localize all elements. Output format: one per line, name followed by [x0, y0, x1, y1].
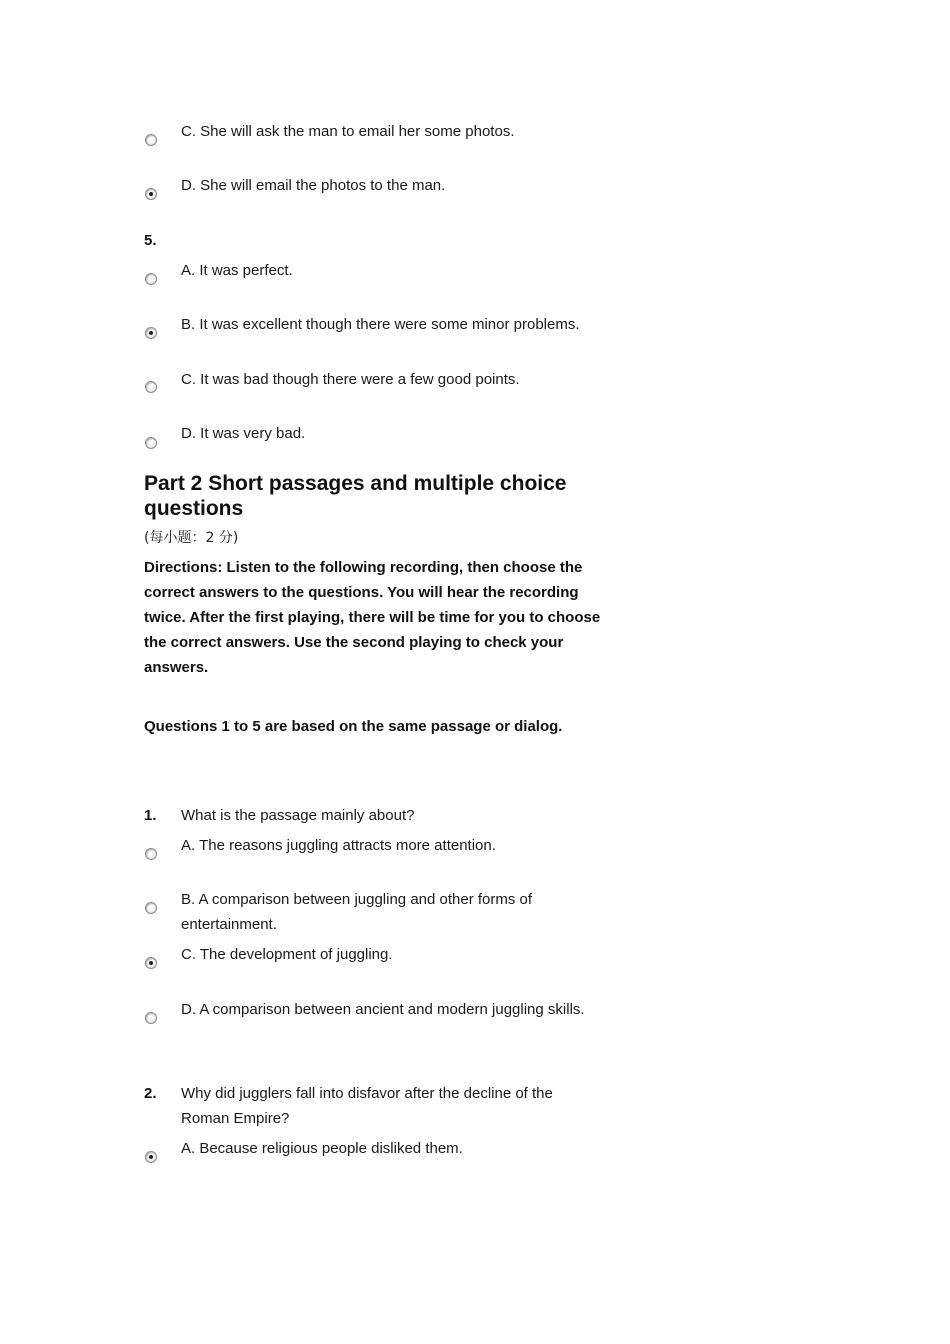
option-label: D. She will email the photos to the man. — [181, 177, 446, 194]
option-label: C. The development of juggling. — [181, 946, 393, 963]
option-5a[interactable] — [144, 258, 624, 298]
option-5d[interactable] — [144, 421, 624, 461]
question-number: 1. — [144, 807, 157, 824]
radio-unchecked-icon[interactable] — [145, 134, 157, 146]
question-text: Why did jugglers fall into disfavor after the decline of the Roman Empire? — [181, 1085, 553, 1127]
option-label: B. It was excellent though there were some minor problems. — [181, 316, 580, 333]
radio-unchecked-icon[interactable] — [145, 381, 157, 393]
radio-checked-icon[interactable] — [145, 957, 157, 969]
radio-unchecked-icon[interactable] — [145, 1012, 157, 1024]
directions-text: Directions: Listen to the following recording, then choose the correct answers to the questions. You will hear the recording twice. After the first playing, there will be time for you to choose the correct answers. Use the second playing to check your answers. — [144, 559, 601, 676]
option-label: A. The reasons juggling attracts more attention. — [181, 837, 496, 854]
section-title: Part 2 Short passages and multiple choice questions — [144, 472, 567, 520]
passage-note: Questions 1 to 5 are based on the same passage or dialog. — [144, 718, 563, 735]
question-number: 5. — [144, 232, 157, 249]
radio-unchecked-icon[interactable] — [145, 902, 157, 914]
option-label: A. Because religious people disliked them. — [181, 1140, 463, 1157]
question-number: 2. — [144, 1085, 157, 1102]
option-1a[interactable] — [144, 833, 624, 873]
score-note: (每小题：2 分) — [144, 530, 239, 546]
option-label: C. It was bad though there were a few good points. — [181, 371, 520, 388]
option-1b[interactable] — [144, 887, 624, 939]
question-text: What is the passage mainly about? — [181, 807, 415, 824]
option-label: C. She will ask the man to email her some photos. — [181, 123, 515, 140]
option-1c[interactable] — [144, 942, 624, 982]
option-label: D. A comparison between ancient and modern juggling skills. — [181, 1001, 585, 1018]
radio-unchecked-icon[interactable] — [145, 273, 157, 285]
radio-unchecked-icon[interactable] — [145, 848, 157, 860]
option-label: B. A comparison between juggling and other forms of entertainment. — [181, 891, 533, 933]
option-prev-c[interactable] — [144, 119, 624, 159]
radio-unchecked-icon[interactable] — [145, 437, 157, 449]
option-prev-d[interactable] — [144, 173, 624, 213]
option-label: A. It was perfect. — [181, 262, 293, 279]
option-label: D. It was very bad. — [181, 425, 306, 442]
option-1d[interactable] — [144, 997, 624, 1037]
option-5c[interactable] — [144, 367, 624, 407]
radio-checked-icon[interactable] — [145, 188, 157, 200]
radio-checked-icon[interactable] — [145, 1151, 157, 1163]
option-5b[interactable] — [144, 312, 624, 352]
option-2a[interactable] — [144, 1136, 624, 1176]
radio-checked-icon[interactable] — [145, 327, 157, 339]
